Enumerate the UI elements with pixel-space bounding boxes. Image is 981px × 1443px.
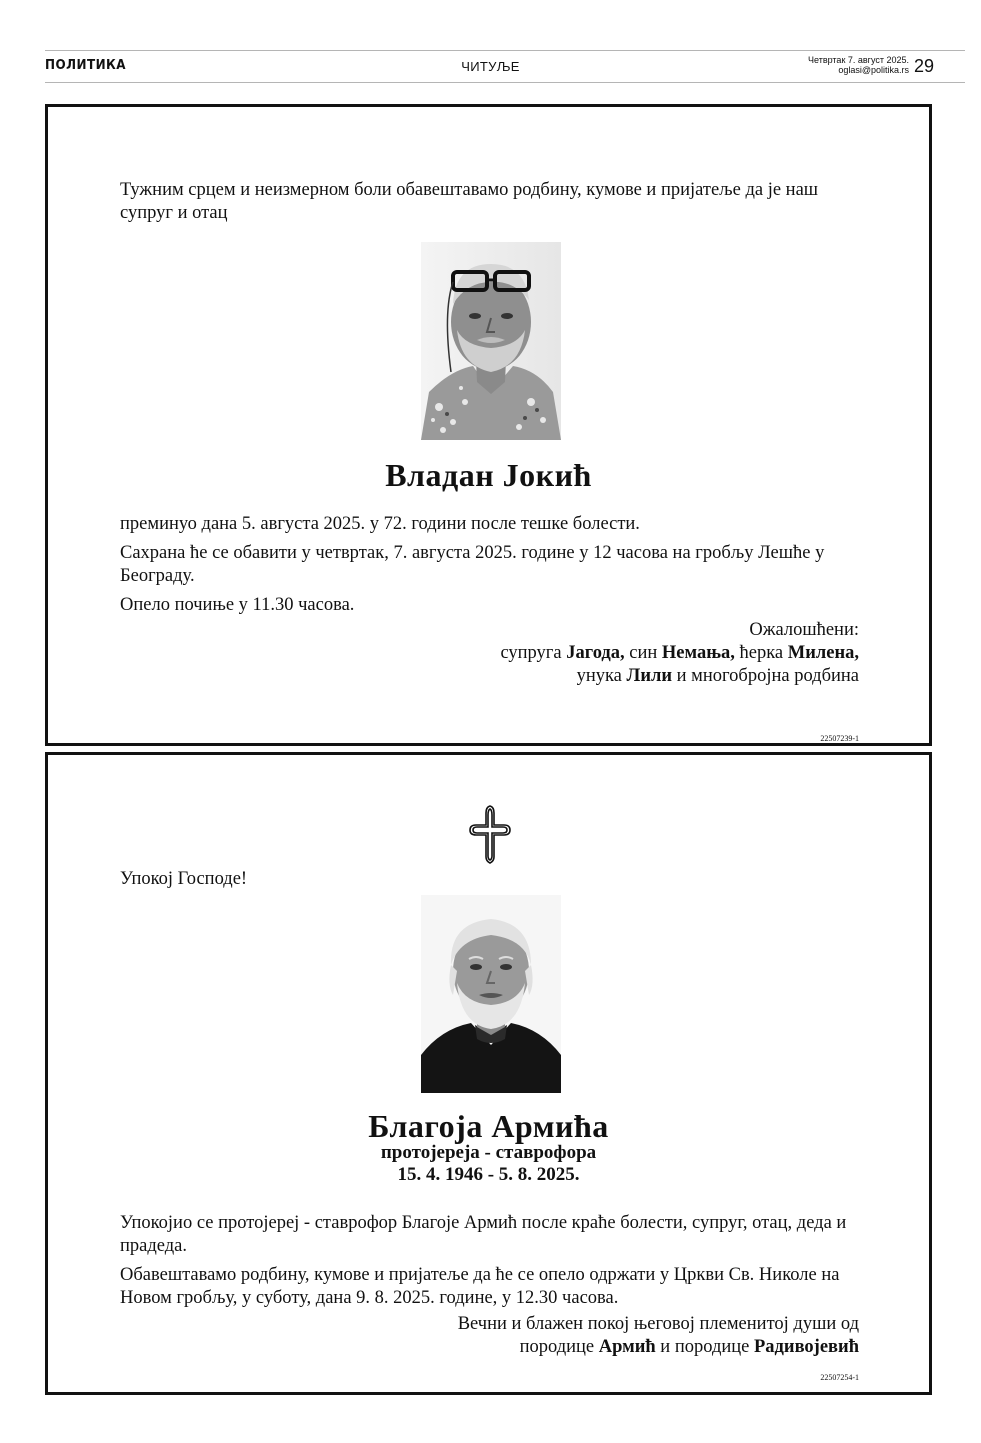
obituary-notice-jokic: [45, 104, 932, 746]
funeral-info-line: Сахрана ће се обавити у четвртак, 7. августа 2025. године у 12 часова на гробљу Лешће у Београду.: [120, 543, 825, 586]
issue-date: Четвртак 7. август 2025.: [808, 55, 909, 65]
deceased-name: Владан Јокић: [385, 457, 592, 493]
mourner-relation: син: [629, 643, 658, 663]
mourner-name: Јагода,: [566, 643, 625, 663]
date-block: [808, 55, 909, 75]
death-notice-paragraph: Упокојио се протојереј - ставрофор Благоје Армић после краће болести, супруг, отац, деда и прадеда.: [120, 1213, 847, 1256]
portrait-jokic: [421, 242, 561, 440]
obituary-notice-armic: [45, 752, 932, 1395]
page-number: 29: [914, 56, 935, 76]
mourner-family: и многобројна родбина: [676, 666, 859, 686]
prayer-line: Упокој Господе!: [120, 869, 248, 889]
mourner-name: Немања,: [661, 643, 735, 663]
mourners-label: Ожалошћени:: [749, 620, 859, 640]
closing-line-1: Вечни и блажен покој његовој племенитој души од: [457, 1314, 859, 1334]
mourner-relation: ћерка: [739, 643, 784, 663]
mourner-name: Лили: [626, 666, 673, 686]
contact-email: oglasi@politika.rs: [838, 65, 909, 75]
portrait-armic: [421, 895, 561, 1093]
family-name: Радивојевић: [754, 1337, 859, 1357]
portrait-photo: [421, 895, 561, 1093]
closing-text: породице: [519, 1337, 595, 1357]
header-rule-top: [45, 50, 965, 51]
mourner-relation: супруга: [500, 643, 562, 663]
section-title: ЧИТУЉЕ: [461, 59, 520, 74]
notice-intro: Тужним срцем и неизмерном боли обавештавамо родбину, кумове и пријатеље да је наш супруг и отац: [120, 180, 819, 223]
death-notice-line: преминуо дана 5. августа 2025. у 72. години после тешке болести.: [120, 514, 640, 534]
mourners-line-1: [500, 642, 859, 665]
closing-block: [458, 1313, 859, 1359]
header-rule-bottom: [45, 82, 965, 83]
deceased-name: Благоја Армића: [368, 1108, 609, 1144]
funeral-info-paragraph: Обавештавамо родбину, кумове и пријатеље да ће се опело одржати у Цркви Св. Николе на Новом гробљу, у суботу, дана 9. 8. 2025. године, у 12.30 часова.: [120, 1265, 840, 1308]
life-dates: 15. 4. 1946 - 5. 8. 2025.: [397, 1164, 580, 1185]
service-time-line: Опело почиње у 11.30 часова.: [120, 595, 355, 615]
family-name: Армић: [598, 1337, 656, 1357]
mourner-name: Милена,: [787, 643, 859, 663]
masthead-logo: ПОЛИТИКА: [45, 58, 127, 73]
mourners-block: [500, 619, 859, 688]
closing-line-2: [458, 1336, 859, 1359]
ad-code: 22507254-1: [820, 1373, 859, 1382]
orthodox-cross-icon: [467, 803, 513, 867]
closing-text: и породице: [660, 1337, 750, 1357]
ad-code: 22507239-1: [820, 734, 859, 743]
mourners-line-2: [500, 665, 859, 688]
portrait-photo: [421, 242, 561, 440]
clerical-title: протојереја - ставрофора: [380, 1142, 597, 1163]
mourner-relation: унука: [576, 666, 622, 686]
